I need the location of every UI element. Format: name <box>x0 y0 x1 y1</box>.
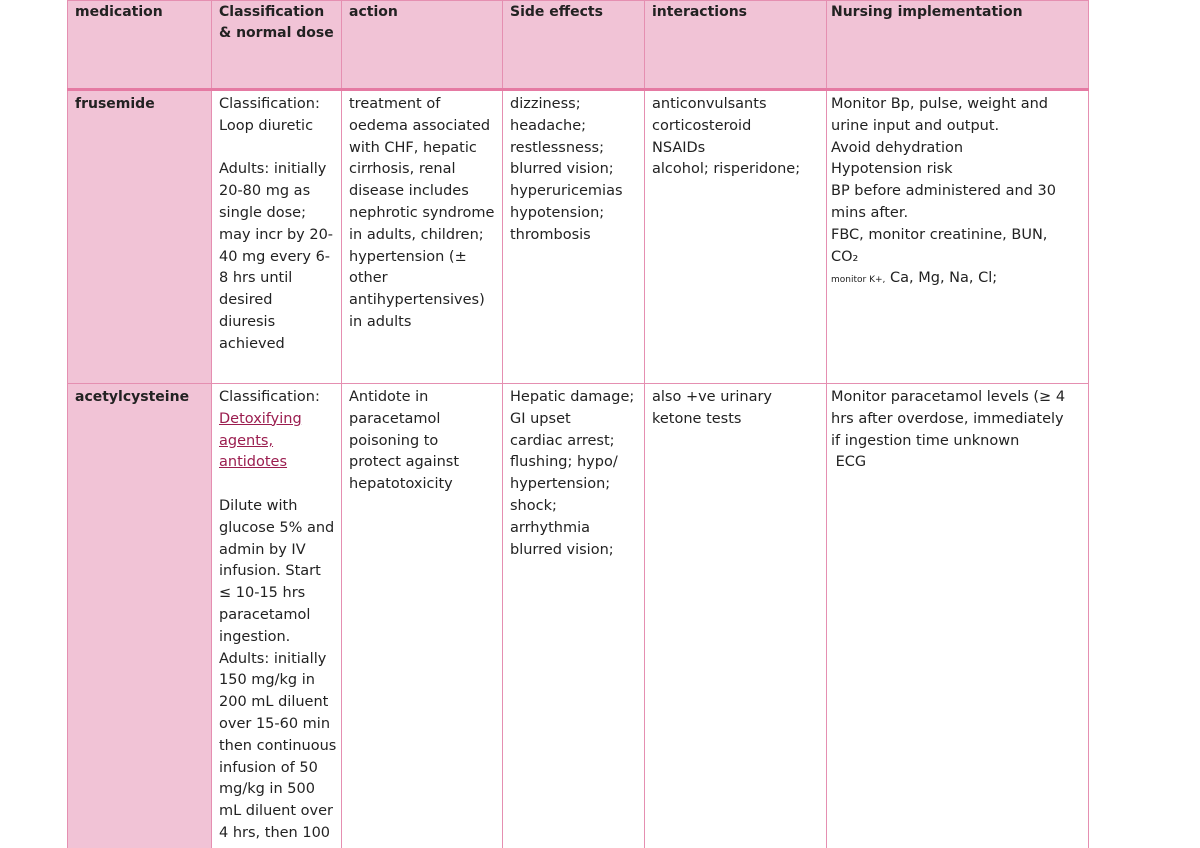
cell-line: Monitor paracetamol levels (≥ 4 <box>831 389 1066 405</box>
cell-line <box>831 268 1082 292</box>
cell-line: glucose 5% and <box>219 519 335 536</box>
cell-line: ≤ 10-15 hrs <box>219 585 306 602</box>
blank-line <box>219 138 335 160</box>
cell-line: Classification: <box>219 389 320 405</box>
cell-line: blurred vision; <box>510 161 614 178</box>
action-cell <box>342 384 503 848</box>
cell-line: Hypotension risk <box>831 161 953 178</box>
cell-line: BP before administered and 30 <box>831 183 1056 200</box>
cell-line: achieved <box>219 335 285 352</box>
cell-line: 8 hrs until <box>219 270 293 287</box>
medication-table <box>67 0 1089 848</box>
medication-name: acetylcysteine <box>68 384 212 848</box>
cell-line: hypotension; <box>510 204 605 221</box>
cell-line: restlessness; <box>510 139 604 156</box>
cell-line: shock; <box>510 497 557 514</box>
cell-line: in adults <box>349 313 412 330</box>
cell-line: desired <box>219 292 273 309</box>
cell-line: CO₂ <box>831 248 859 265</box>
table-row <box>68 384 1089 848</box>
cell-line: FBC, monitor creatinine, BUN, <box>831 226 1048 243</box>
cell-line: hypertension (± <box>349 248 467 265</box>
cell-line: mins after. <box>831 204 909 221</box>
interactions-cell <box>645 90 827 384</box>
cell-line: antihypertensives) <box>349 292 485 309</box>
cell-line: 40 mg every 6- <box>219 248 331 265</box>
header-action: action <box>342 1 503 90</box>
cell-line: poisoning to <box>349 432 439 449</box>
header-row <box>68 1 1089 90</box>
nursing-cell <box>827 384 1089 848</box>
cell-line: nephrotic syndrome <box>349 204 495 221</box>
side-effects-cell <box>503 90 645 384</box>
cell-line: mg/kg in 500 <box>219 781 315 798</box>
cell-line: Adults: initially <box>219 650 327 667</box>
cell-line: infusion. Start <box>219 563 321 580</box>
nursing-cell <box>827 90 1089 384</box>
cell-line: ECG <box>831 454 867 471</box>
cell-line: 200 mL diluent <box>219 694 329 711</box>
cell-line: Adults: initially <box>219 161 327 178</box>
agents-link[interactable]: agents, <box>219 432 274 449</box>
medication-name: frusemide <box>68 90 212 384</box>
cell-line: if ingestion time unknown <box>831 432 1020 449</box>
header-interactions: interactions <box>645 1 827 90</box>
cell-line: hyperuricemias <box>510 183 623 200</box>
cell-line: paracetamol <box>349 410 441 427</box>
cell-line: other <box>349 270 388 287</box>
cell-line: disease includes <box>349 183 469 200</box>
header-classification-line: & normal dose <box>219 25 334 41</box>
cell-line: alcohol; risperidone; <box>652 161 801 178</box>
cell-line: with CHF, hepatic <box>349 139 477 156</box>
cell-line: cardiac arrest; <box>510 432 615 449</box>
antidotes-link[interactable]: antidotes <box>219 454 288 471</box>
cell-line: oedema associated <box>349 117 491 134</box>
cell-line: arrhythmia <box>510 519 590 536</box>
cell-line: diuresis <box>219 313 276 330</box>
classification-cell <box>212 90 342 384</box>
header-side-effects: Side effects <box>503 1 645 90</box>
cell-line: Loop diuretic <box>219 117 314 134</box>
header-medication: medication <box>68 1 212 90</box>
cell-line: ingestion. <box>219 628 291 645</box>
cell-line: treatment of <box>349 96 441 112</box>
side-effects-cell <box>503 384 645 848</box>
cell-line: in adults, children; <box>349 226 484 243</box>
cell-text: Ca, Mg, Na, Cl; <box>885 270 998 287</box>
action-cell <box>342 90 503 384</box>
cell-line: cirrhosis, renal <box>349 161 456 178</box>
cell-line: paracetamol <box>219 606 311 623</box>
cell-line: NSAIDs <box>652 139 706 156</box>
cell-line: may incr by 20- <box>219 226 334 243</box>
cell-line: over 15-60 min <box>219 715 331 732</box>
table-row <box>68 90 1089 384</box>
cell-line: 20-80 mg as <box>219 183 311 200</box>
cell-line: blurred vision; <box>510 541 614 558</box>
small-text: monitor K+, <box>831 275 886 286</box>
cell-line: GI upset <box>510 410 571 427</box>
cell-line: hrs after overdose, immediately <box>831 410 1064 427</box>
cell-line: Classification: <box>219 96 320 112</box>
cell-line: Avoid dehydration <box>831 139 964 156</box>
cell-line: 4 hrs, then 100 <box>219 824 331 841</box>
cell-line: then continuous <box>219 737 337 754</box>
cell-line: flushing; hypo/ <box>510 454 618 471</box>
cell-line: headache; <box>510 117 587 134</box>
cell-line: hypertension; <box>510 476 611 493</box>
cell-line: thrombosis <box>510 226 591 243</box>
cell-line: infusion of 50 <box>219 759 318 776</box>
detoxifying-link[interactable]: Detoxifying <box>219 410 302 427</box>
cell-line: Hepatic damage; <box>510 389 635 405</box>
cell-line: corticosteroid <box>652 117 752 134</box>
cell-line: also +ve urinary <box>652 389 773 405</box>
cell-line: hepatotoxicity <box>349 476 453 493</box>
header-classification <box>212 1 342 90</box>
cell-line: single dose; <box>219 204 306 221</box>
interactions-cell <box>645 384 827 848</box>
cell-line: dizziness; <box>510 96 581 112</box>
header-nursing: Nursing implementation <box>827 1 1089 90</box>
cell-line: anticonvulsants <box>652 96 767 112</box>
cell-line: protect against <box>349 454 460 471</box>
classification-cell <box>212 384 342 848</box>
cell-line: ketone tests <box>652 410 742 427</box>
cell-line: mL diluent over <box>219 803 334 820</box>
header-classification-line: Classification <box>219 4 325 20</box>
cell-line: Dilute with <box>219 497 298 514</box>
cell-line: 150 mg/kg in <box>219 672 315 689</box>
cell-line: urine input and output. <box>831 117 1000 134</box>
cell-line: Antidote in <box>349 389 429 405</box>
blank-line <box>219 474 335 496</box>
cell-line: admin by IV <box>219 541 306 558</box>
cell-line: Monitor Bp, pulse, weight and <box>831 96 1048 112</box>
